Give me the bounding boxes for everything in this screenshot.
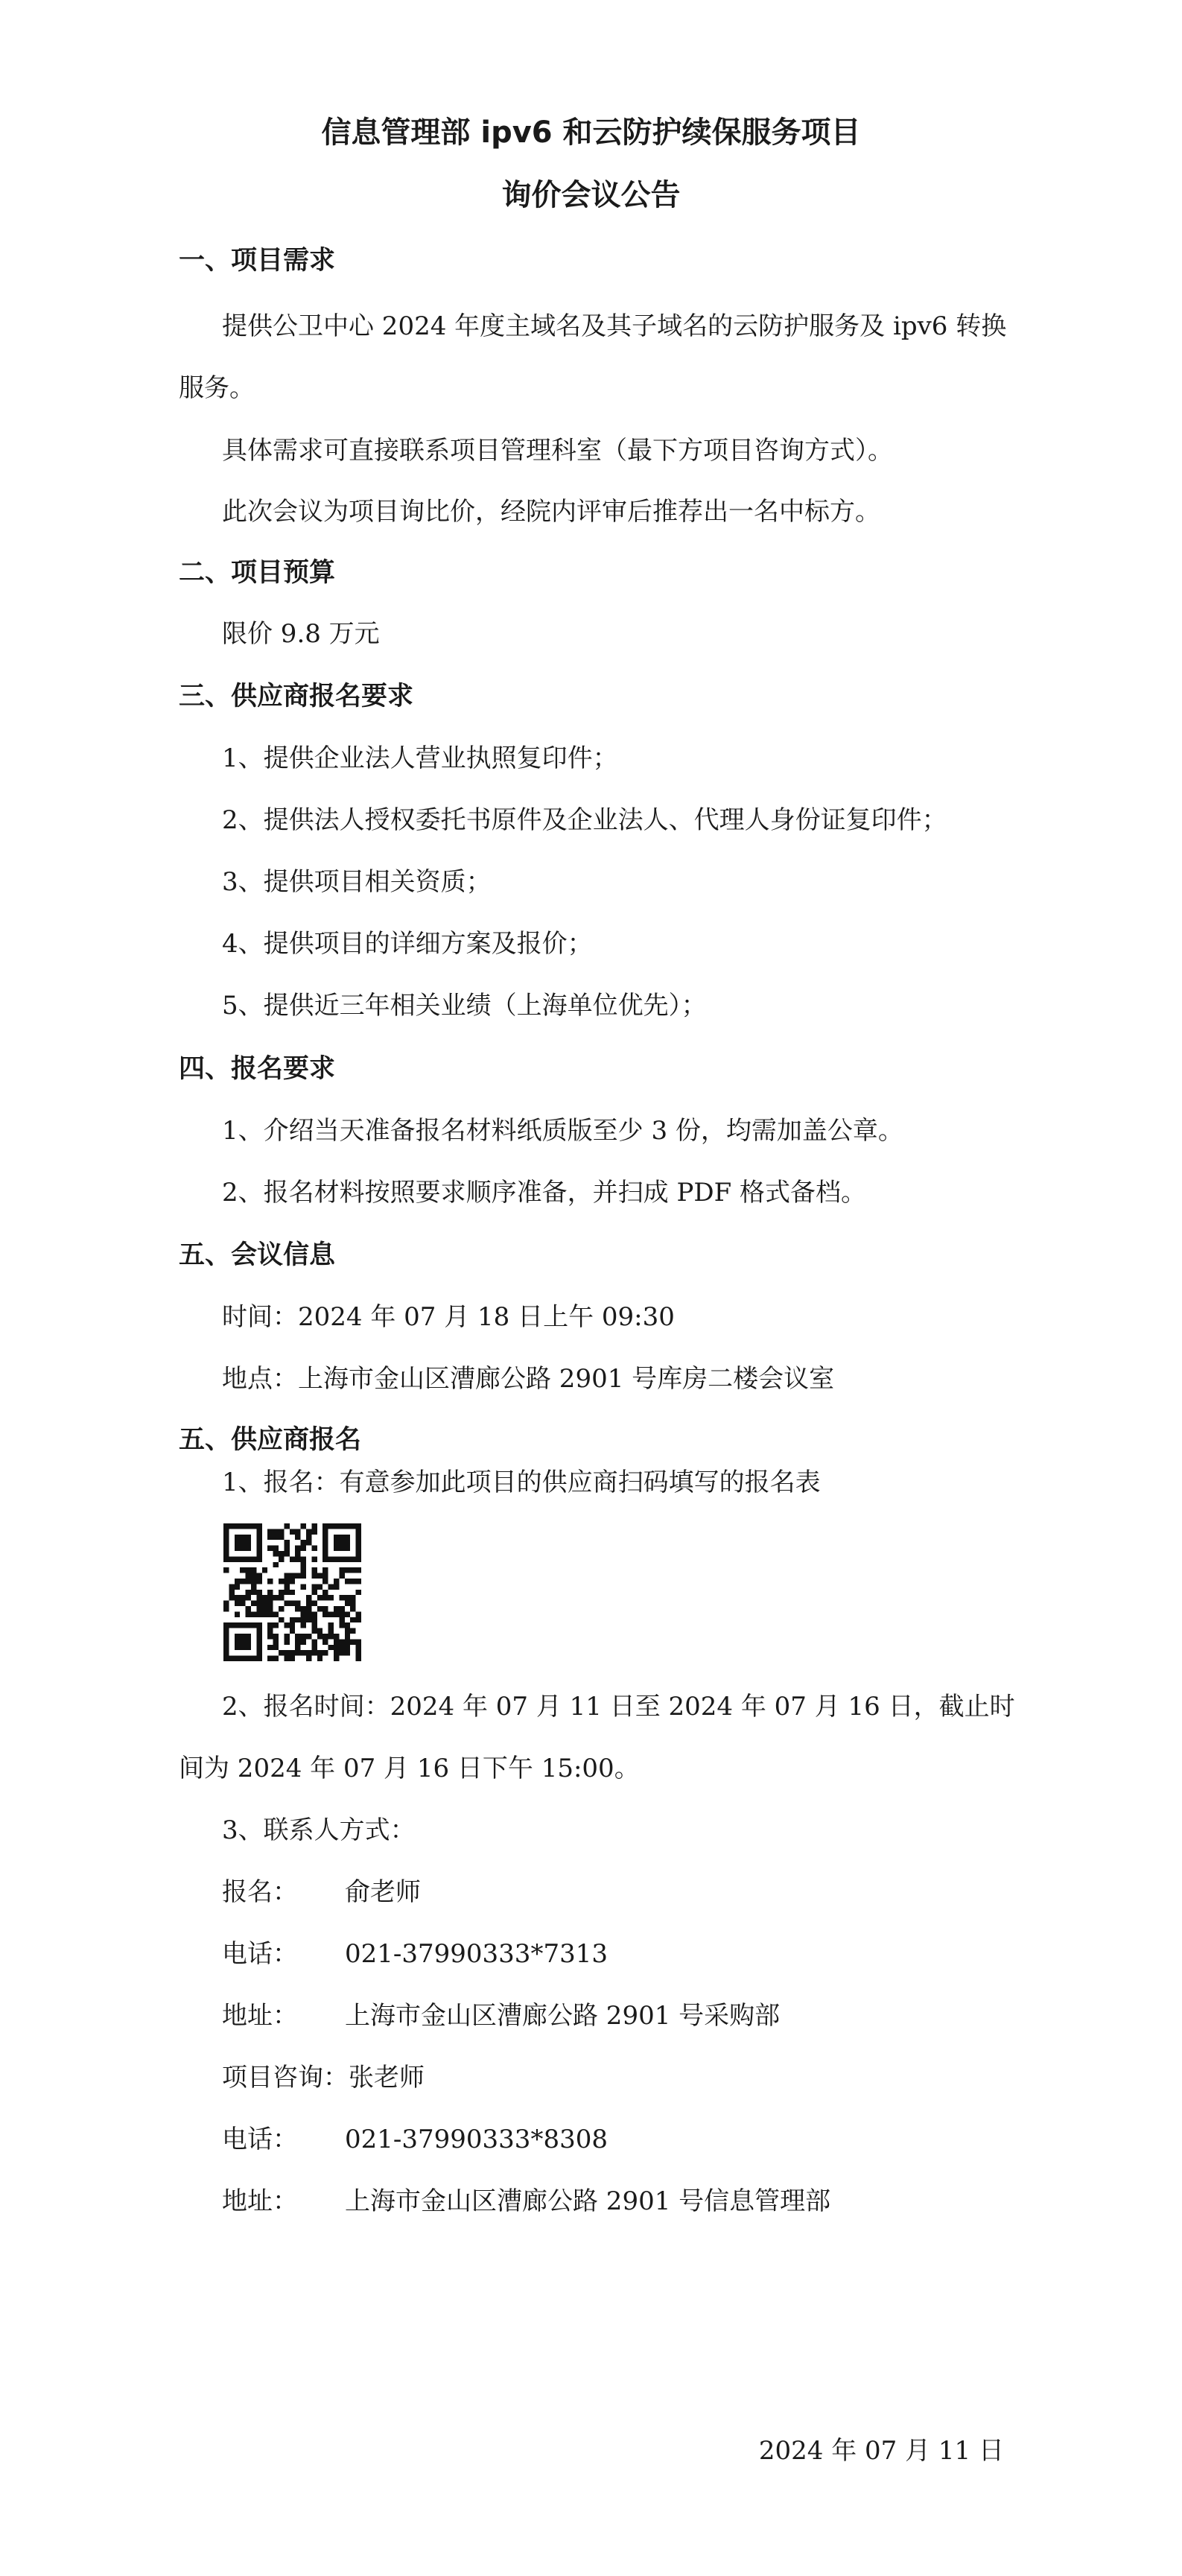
contact-label: 地址： [222, 2001, 298, 2031]
section-heading-requirements: 一、项目需求 [179, 246, 336, 276]
registration-requirement-item: 1、介绍当天准备报名材料纸质版至少 3 份，均需加盖公章。 [222, 1116, 903, 1146]
registration-scan-instruction: 1、报名：有意参加此项目的供应商扫码填写的报名表 [222, 1468, 821, 1497]
contact-label: 电话： [222, 1939, 298, 1969]
contact-row-phone [222, 2121, 1064, 2158]
section-heading-meeting-info: 五、会议信息 [179, 1240, 336, 1270]
contact-value: 上海市金山区漕廊公路 2901 号信息管理部 [345, 2186, 831, 2216]
contact-value: 张老师 [349, 2063, 425, 2093]
supplier-requirement-item: 5、提供近三年相关业绩（上海单位优先）； [222, 991, 707, 1021]
requirements-paragraph: 提供公卫中心 2024 年度主域名及其子域名的云防护服务及 ipv6 转换服务。 [179, 311, 1007, 403]
contact-heading: 3、联系人方式： [222, 1815, 416, 1845]
supplier-requirement-item: 3、提供项目相关资质； [222, 867, 492, 897]
contact-value: 021-37990333*8308 [345, 2125, 608, 2154]
contact-label: 地址： [222, 2186, 298, 2216]
contact-row-consult [222, 2059, 1064, 2096]
registration-period: 2、报名时间：2024 年 07 月 11 日至 2024 年 07 月 16 日，截止时间为 2024 年 07 月 16 日下午 15:00。 [179, 1692, 1015, 1783]
document-title: 信息管理部 ipv6 和云防护续保服务项目 [321, 115, 861, 150]
supplier-requirement-item: 2、提供法人授权委托书原件及企业法人、代理人身份证复印件； [222, 805, 947, 835]
meeting-time: 时间：2024 年 07 月 18 日上午 09:30 [222, 1302, 675, 1332]
contact-label: 报名： [222, 1877, 298, 1907]
contact-row-address [222, 2183, 1064, 2220]
document-date: 2024 年 07 月 11 日 [758, 2436, 1004, 2466]
contact-label: 电话： [222, 2125, 298, 2154]
section-heading-registration-requirements: 四、报名要求 [179, 1054, 336, 1084]
requirements-evaluation-note: 此次会议为项目询比价，经院内评审后推荐出一名中标方。 [222, 497, 880, 527]
contact-label: 项目咨询： [222, 2063, 349, 2093]
contact-row-address [222, 1997, 1064, 2034]
qr-code-icon[interactable] [223, 1523, 361, 1661]
contact-value: 俞老师 [345, 1877, 421, 1907]
supplier-requirement-item: 1、提供企业法人营业执照复印件； [222, 743, 618, 773]
document-subtitle: 询价会议公告 [501, 178, 681, 212]
requirements-contact-note: 具体需求可直接联系项目管理科室（最下方项目咨询方式）。 [222, 436, 893, 466]
contact-value: 021-37990333*7313 [345, 1939, 608, 1969]
section-heading-budget: 二、项目预算 [179, 558, 336, 588]
contact-row-registration [222, 1874, 1064, 1911]
supplier-requirement-item: 4、提供项目的详细方案及报价； [222, 929, 593, 959]
section-heading-supplier-registration: 五、供应商报名 [179, 1425, 362, 1455]
contact-value: 上海市金山区漕廊公路 2901 号采购部 [345, 2001, 781, 2031]
budget-limit: 限价 9.8 万元 [222, 619, 380, 649]
registration-requirement-item: 2、报名材料按照要求顺序准备，并扫成 PDF 格式备档。 [222, 1178, 866, 1208]
contact-row-phone [222, 1935, 1064, 1973]
meeting-place: 地点：上海市金山区漕廊公路 2901 号库房二楼会议室 [222, 1364, 835, 1394]
section-heading-supplier-requirements: 三、供应商报名要求 [179, 682, 414, 711]
